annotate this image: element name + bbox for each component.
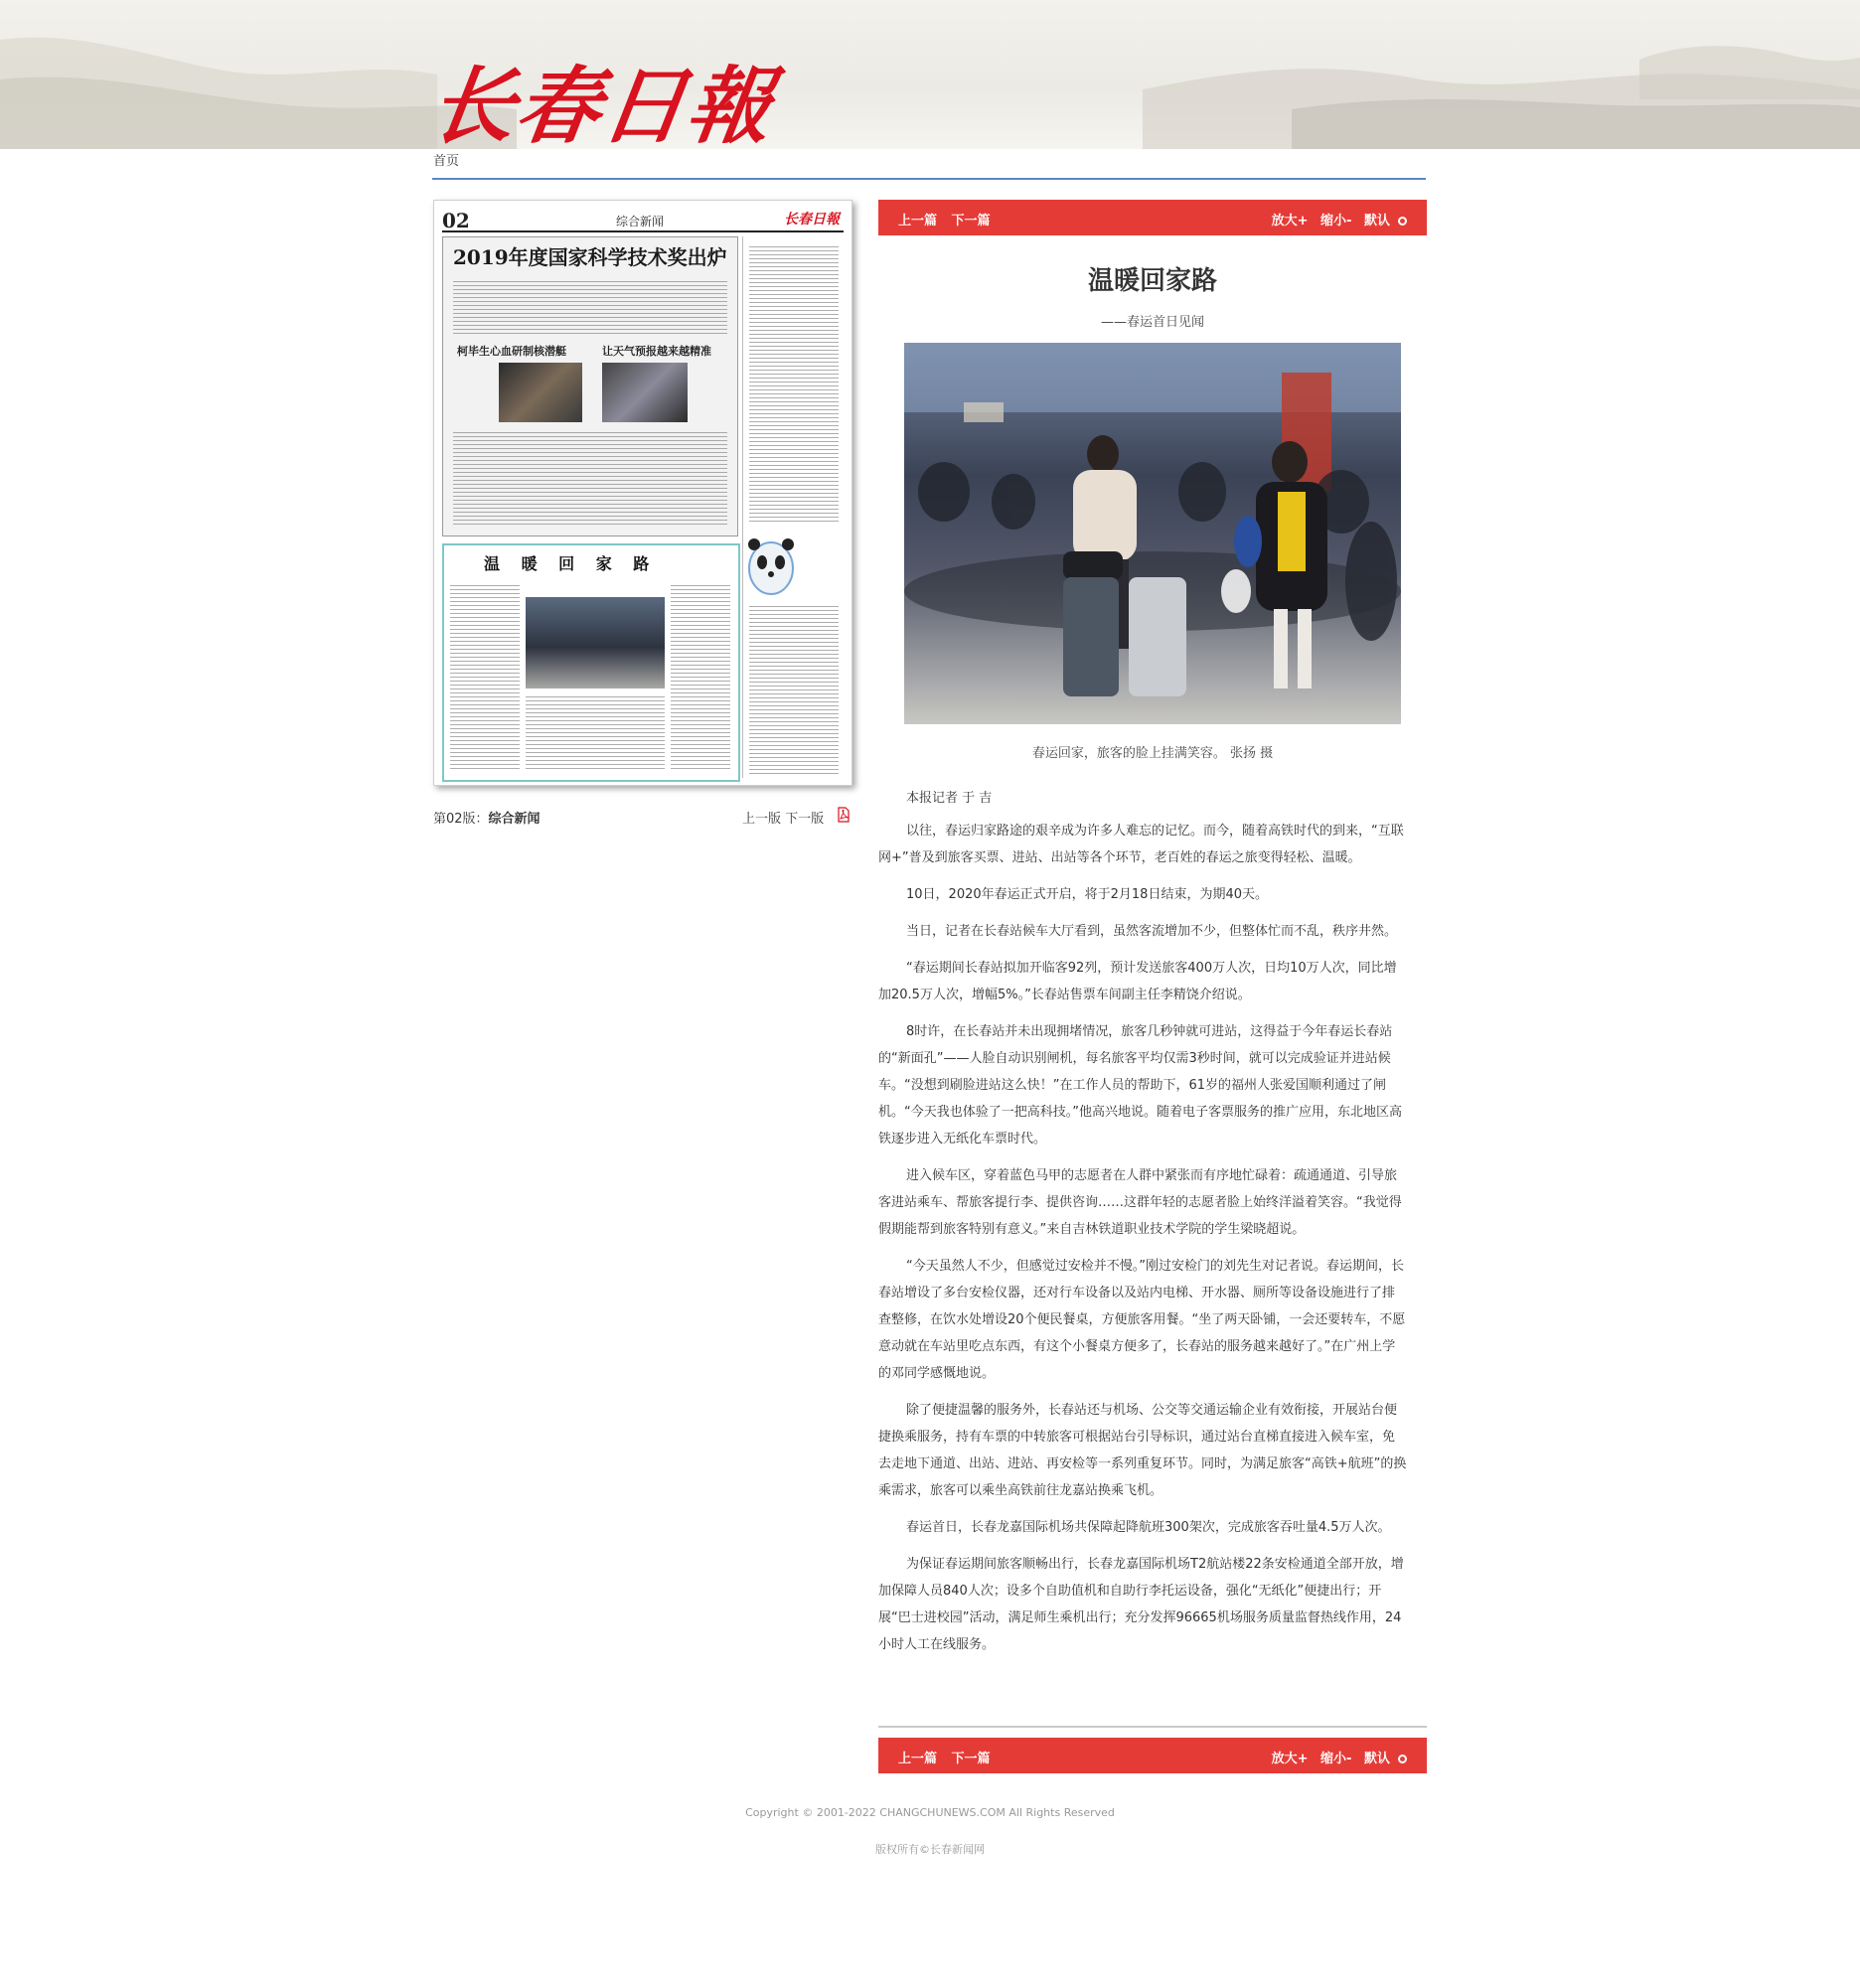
edition-number: 第02版： — [433, 812, 489, 827]
thumb-text-block — [453, 281, 727, 337]
font-enlarge-button[interactable]: 放大+ — [1271, 1752, 1309, 1766]
article-paragraph: “春运期间长春站拟加开临客92列，预计发送旅客400万人次，日均10万人次，同比增加20.5万人次，增幅5%。”长春站售票车间副主任李精饶介绍说。 — [878, 961, 1397, 1002]
thumb-top-story[interactable] — [442, 236, 738, 536]
article-paragraph: “今天虽然人不少，但感觉过安检并不慢。”刚过安检门的刘先生对记者说。春运期间，长春站增设了多台安检仪器，还对行车设备以及站内电梯、开水器、厕所等设备设施进行了排查整修，在饮水处增设20个便民餐桌，方便旅客用餐。“坐了两天卧铺，一会还要转车，不愿意动就在车站里吃点东西，有这个小餐桌方便多了，长春站的服务越来越好了。”在广州上学的邓同学感慨地说。 — [878, 1259, 1406, 1381]
next-edition-link[interactable]: 下一版 — [785, 812, 825, 827]
article-subtitle: ——春运首日见闻 — [1100, 315, 1204, 330]
thumb-header — [442, 209, 844, 232]
article-title: 温暖回家路 — [1087, 266, 1217, 296]
photo-caption: 春运回家，旅客的脸上挂满笑容。 张扬 摄 — [1031, 746, 1274, 761]
font-default-label: 默认 — [1363, 1752, 1390, 1766]
thumb-section: 综合新闻 — [616, 215, 665, 229]
prev-article-link[interactable]: 上一篇 — [898, 1752, 938, 1766]
thumb-photo — [602, 363, 688, 422]
article-toolbar-bottom — [878, 1738, 1427, 1773]
article-paragraph: 以往，春运归家路途的艰辛成为许多人难忘的记忆。而今，随着高铁时代的到来，“互联网+”普及到旅客买票、进站、出站等各个环节，老百姓的春运之旅变得轻松、温暖。 — [878, 824, 1404, 865]
header-banner — [0, 0, 1860, 149]
font-shrink-button[interactable]: 缩小- — [1320, 1752, 1352, 1766]
article-paragraph: 10日，2020年春运正式开启，将于2月18日结束，为期40天。 — [906, 887, 1268, 902]
thumb-text-block — [450, 585, 520, 770]
thumb-subhead-left: 柯毕生心血研制核潜艇 — [457, 345, 566, 358]
font-default-button[interactable] — [1364, 214, 1407, 229]
footer-copyright: Copyright © 2001-2022 CHANGCHUNEWS.COM All Rights Reserved — [745, 1806, 1115, 1819]
article-paragraph: 除了便捷温馨的服务外，长春站还与机场、公交等交通运输企业有效衔接，开展站台便捷换乘服务，持有车票的中转旅客可根据站台引导标识，通过站台直梯直接进入候车室，免去走地下通道、出站、进站、再安检等一系列重复环节。同时，为满足旅客“高铁+航班”的换乘需求，旅客可以乘坐高铁前往龙嘉站换乘飞机。 — [878, 1403, 1407, 1498]
newspaper-page-thumbnail[interactable] — [433, 200, 852, 786]
circle-icon — [1398, 1755, 1407, 1763]
article-end-divider — [878, 1726, 1427, 1728]
thumb-logo: 长春日報 — [784, 212, 840, 228]
thumb-text-block — [453, 432, 727, 528]
mountain-landscape-icon — [0, 0, 1860, 149]
edition-pager — [742, 808, 824, 827]
pdf-icon[interactable] — [837, 807, 851, 823]
circle-icon — [1398, 217, 1407, 226]
mascot-panda-icon — [742, 529, 800, 598]
edition-label — [433, 808, 541, 827]
thumb-page-number: 02 — [442, 209, 470, 232]
thumb-photo — [499, 363, 582, 422]
font-shrink-button[interactable]: 缩小- — [1320, 214, 1352, 229]
font-default-label: 默认 — [1363, 214, 1390, 229]
article-paragraph: 为保证春运期间旅客顺畅出行，长春龙嘉国际机场T2航站楼22条安检通道全部开放，增加保障人员840人次；设多个自助值机和自助行李托运设备，强化“无纸化”便捷出行；开展“巴士进校园”活动，满足师生乘机出行；充分发挥96665机场服务质量监督热线作用，24小时人工在线服务。 — [878, 1557, 1404, 1652]
article-photo — [904, 343, 1401, 724]
article-paragraph: 进入候车区，穿着蓝色马甲的志愿者在人群中紧张而有序地忙碌着：疏通通道、引导旅客进站乘车、帮旅客提行李、提供咨询……这群年轻的志愿者脸上始终洋溢着笑容。“我觉得假期能帮到旅客特别有意义。”来自吉林铁道职业技术学院的学生梁晓超说。 — [878, 1168, 1402, 1237]
thumb-featured-story[interactable] — [442, 543, 740, 782]
article-byline: 本报记者 于 吉 — [906, 791, 993, 806]
thumb-subhead-right: 让天气预报越来越精准 — [602, 345, 711, 358]
article-body — [878, 785, 1407, 1668]
prev-article-link[interactable]: 上一篇 — [898, 214, 938, 229]
thumb-text-block — [671, 585, 730, 770]
article-paragraph: 春运首日，长春龙嘉国际机场共保障起降航班300架次，完成旅客吞吐量4.5万人次。 — [906, 1520, 1391, 1535]
article-toolbar-top — [878, 200, 1427, 235]
thumb-text-block — [526, 696, 665, 770]
thumb-text-block — [749, 606, 839, 775]
article-paragraph: 8时许，在长春站并未出现拥堵情况，旅客几秒钟就可进站，这得益于今年春运长春站的“新面孔”——人脸自动识别闸机，每名旅客平均仅需3秒时间，就可以完成验证并进站候车。“没想到刷脸进站这么快！”在工作人员的帮助下，61岁的福州人张爱国顺利通过了闸机。“今天我也体验了一把高科技。”他高兴地说。随着电子客票服务的推广应用，东北地区高铁逐步进入无纸化车票时代。 — [878, 1024, 1402, 1147]
header-divider — [432, 178, 1426, 180]
thumb-feature-title: 温 暖 回 家 路 — [484, 554, 658, 573]
next-article-link[interactable]: 下一篇 — [951, 214, 991, 229]
edition-name[interactable]: 综合新闻 — [488, 812, 541, 827]
article-paragraph: 当日，记者在长春站候车大厅看到，虽然客流增加不少，但整体忙而不乱，秩序井然。 — [906, 924, 1398, 939]
thumb-right-column[interactable] — [742, 236, 845, 778]
site-logo[interactable]: 长春日報 — [424, 57, 781, 155]
font-enlarge-button[interactable]: 放大+ — [1271, 214, 1309, 229]
thumb-headline: 2019年度国家科学技术奖出炉 — [453, 245, 727, 269]
thumb-feature-photo — [526, 597, 665, 688]
next-article-link[interactable]: 下一篇 — [951, 1752, 991, 1766]
footer-rights: 版权所有©长春新闻网 — [875, 1843, 985, 1856]
nav-home-link[interactable]: 首页 — [433, 154, 460, 169]
font-default-button[interactable] — [1364, 1752, 1407, 1766]
thumb-text-block — [749, 246, 839, 525]
prev-edition-link[interactable]: 上一版 — [742, 812, 782, 827]
